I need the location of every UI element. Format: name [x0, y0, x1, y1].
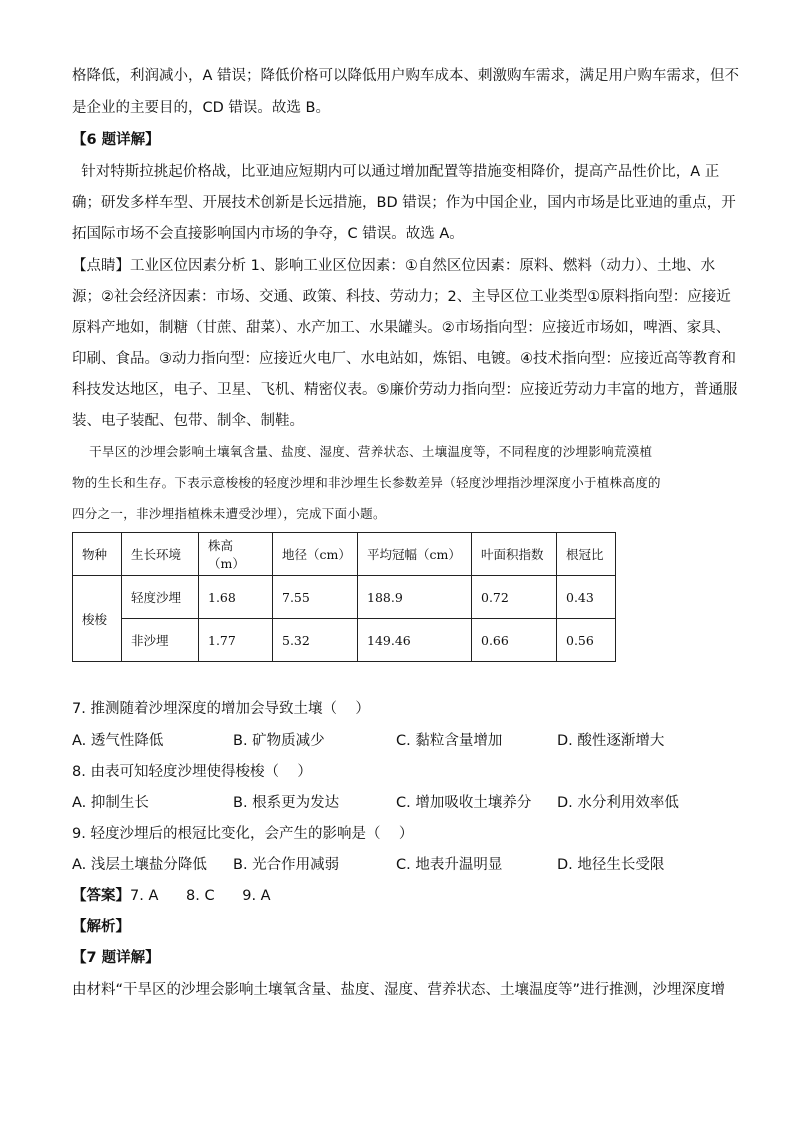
header-diameter: 地径（cm）: [273, 533, 358, 576]
table-row: [73, 619, 616, 662]
q8-stem: 8. 由表可知轻度沙埋使得梭梭（ ）: [72, 764, 312, 780]
table-cell: 188.9: [358, 576, 472, 619]
header-environment: 生长环境: [122, 533, 199, 576]
header-root-shoot: 根冠比: [557, 533, 616, 576]
table-cell: 7.55: [273, 576, 358, 619]
growth-parameter-table: [72, 532, 616, 662]
q7-explanation-line: 由材料“干旱区的沙埋会影响土壤氧含量、盐度、湿度、营养状态、土壤温度等”进行推测，沙埋深度增: [72, 982, 726, 998]
intro-line-1: 格降低，利润减小，A 错误；降低价格可以降低用户购车成本、刺激购车需求，满足用户购车需求，但不: [72, 68, 740, 84]
table-cell: 非沙埋: [122, 619, 199, 662]
q8-option-c: C. 增加吸收土壤养分: [396, 795, 532, 811]
table-cell: 0.56: [557, 619, 616, 662]
answer-label: 【答案】: [72, 888, 130, 904]
header-species: 物种: [73, 533, 122, 576]
header-height: 株高（m）: [199, 533, 273, 576]
table-cell: 0.66: [472, 619, 557, 662]
q6-header: 【6 题详解】: [72, 132, 160, 148]
table-cell: 149.46: [358, 619, 472, 662]
q6-line-3: 拓国际市场不会直接影响国内市场的争夺，C 错误。故选 A。: [72, 226, 464, 242]
q8-option-b: B. 根系更为发达: [233, 795, 340, 811]
q9-stem: 9. 轻度沙埋后的根冠比变化，会产生的影响是（ ）: [72, 826, 414, 842]
q9-option-a: A. 浅层土壤盐分降低: [72, 857, 207, 873]
header-leaf-index: 叶面积指数: [472, 533, 557, 576]
q6-line-2: 确；研发多样车型、开展技术创新是长远措施，BD 错误；作为中国企业，国内市场是比亚迪的重点，开: [72, 195, 736, 211]
answer-text: 7. A 8. C 9. A: [130, 888, 271, 904]
table-cell: 5.32: [273, 619, 358, 662]
q7-header: 【7 题详解】: [72, 950, 160, 966]
material-line-3: 四分之一，非沙埋指植株未遭受沙埋），完成下面小题。: [72, 506, 386, 521]
table-cell: 1.68: [199, 576, 273, 619]
q7-option-b: B. 矿物质减少: [233, 733, 325, 749]
table-cell: 轻度沙埋: [122, 576, 199, 619]
header-crown: 平均冠幅（cm）: [358, 533, 472, 576]
table-cell: 0.72: [472, 576, 557, 619]
q8-option-d: D. 水分利用效率低: [557, 795, 679, 811]
q9-option-c: C. 地表升温明显: [396, 857, 503, 873]
q7-stem: 7. 推测随着沙埋深度的增加会导致土壤（ ）: [72, 701, 370, 717]
intro-line-2: 是企业的主要目的，CD 错误。故选 B。: [72, 100, 330, 116]
q6-line-1: 针对特斯拉挑起价格战，比亚迪应短期内可以通过增加配置等措施变相降价，提高产品性价比，A 正: [72, 164, 720, 180]
q9-option-b: B. 光合作用减弱: [233, 857, 340, 873]
q8-option-a: A. 抑制生长: [72, 795, 149, 811]
species-cell: 梭梭: [73, 576, 122, 662]
tips-line-4: 印刷、食品。③动力指向型：应接近火电厂、水电站如，炼铝、电镀。④技术指向型：应接近高等教育和: [72, 351, 736, 367]
tips-line-2: 源；②社会经济因素：市场、交通、政策、科技、劳动力；2、主导区位工业类型①原料指向型：应接近: [72, 289, 731, 305]
table-cell: 0.43: [557, 576, 616, 619]
material-line-2: 物的生长和生存。下表示意梭梭的轻度沙埋和非沙埋生长参数差异（轻度沙埋指沙埋深度小于植株高度的: [72, 475, 661, 490]
q7-option-d: D. 酸性逐渐增大: [557, 733, 665, 749]
table-row: [73, 576, 616, 619]
answer-line: [72, 886, 727, 906]
table-cell: 1.77: [199, 619, 273, 662]
tips-line-1: 【点睛】工业区位因素分析 1、影响工业区位因素：①自然区位因素：原料、燃料（动力）、土地、水: [72, 258, 716, 274]
tips-line-5: 科技发达地区，电子、卫星、飞机、精密仪表。⑤廉价劳动力指向型：应接近劳动力丰富的地方，普通服: [72, 382, 738, 398]
tips-line-3: 原料产地如，制糖（甘蔗、甜菜）、水产加工、水果罐头。②市场指向型：应接近市场如，啤酒、家具、: [72, 320, 731, 336]
tips-line-6: 装、电子装配、包带、制伞、制鞋。: [72, 413, 304, 429]
material-line-1: 干旱区的沙埋会影响土壤氧含量、盐度、湿度、营养状态、土壤温度等，不同程度的沙埋影响荒漠植: [72, 444, 653, 459]
q7-option-a: A. 透气性降低: [72, 733, 164, 749]
q7-option-c: C. 黏粒含量增加: [396, 733, 503, 749]
analysis-label: 【解析】: [72, 919, 130, 935]
q9-option-d: D. 地径生长受限: [557, 857, 665, 873]
table-header-row: [73, 533, 616, 576]
